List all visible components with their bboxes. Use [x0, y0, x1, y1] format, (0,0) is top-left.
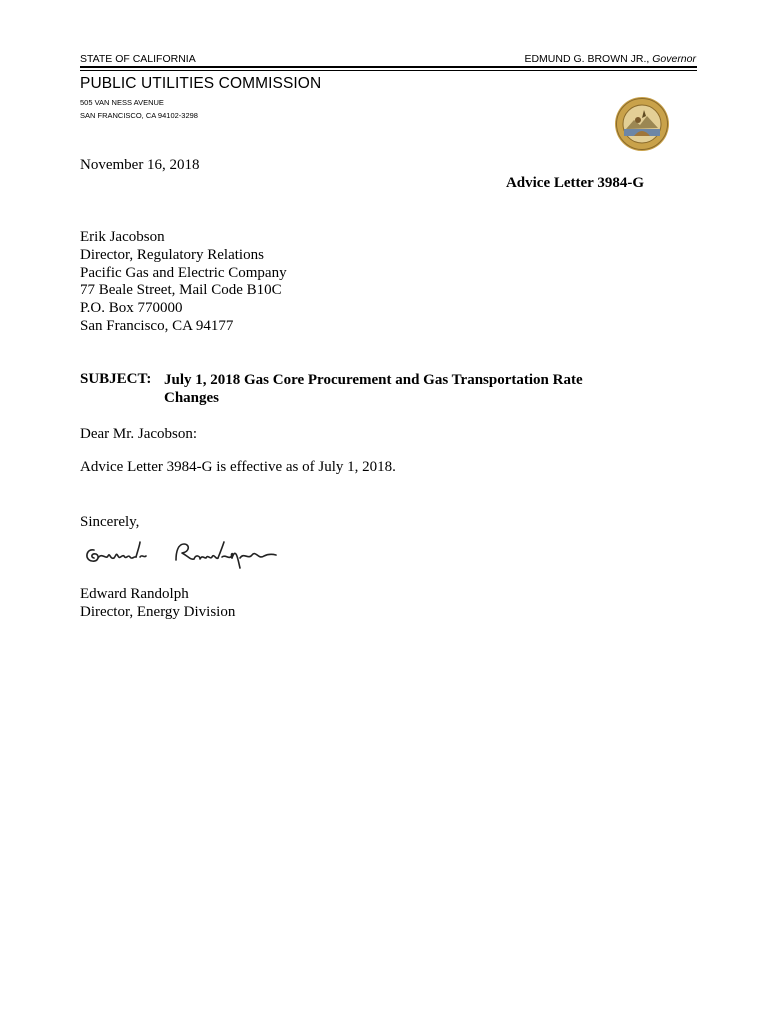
handwritten-signature: [80, 538, 280, 572]
subject-label: SUBJECT:: [80, 371, 152, 387]
addressee-line: San Francisco, CA 94177: [80, 317, 234, 334]
addressee-line: Pacific Gas and Electric Company: [80, 264, 287, 281]
signer-title: Director, Energy Division: [80, 604, 236, 620]
agency-address-line1: 505 VAN NESS AVENUE: [80, 98, 164, 107]
agency-address-line2: SAN FRANCISCO, CA 94102-3298: [80, 111, 198, 120]
salutation: Dear Mr. Jacobson:: [80, 426, 198, 442]
addressee-line: Erik Jacobson: [80, 229, 165, 245]
addressee-line: 77 Beale Street, Mail Code B10C: [80, 282, 282, 299]
letter-body: Advice Letter 3984-G is effective as of July 1, 2018.: [80, 459, 396, 475]
california-state-seal-icon: [614, 96, 670, 152]
header-rule-thin: [80, 70, 697, 71]
subject-text: July 1, 2018 Gas Core Procurement and Gas Transportation Rate Changes: [164, 372, 583, 406]
advice-letter-number: Advice Letter 3984-G: [505, 175, 644, 191]
letter-date: November 16, 2018: [80, 157, 200, 173]
header-rule-thick: [80, 66, 697, 68]
governor-name: EDMUND G. BROWN JR.,: [524, 53, 650, 65]
header-state: STATE OF CALIFORNIA: [80, 53, 196, 65]
agency-name: PUBLIC UTILITIES COMMISSION: [80, 75, 322, 92]
signer-name: Edward Randolph: [80, 586, 189, 602]
addressee-line: Director, Regulatory Relations: [80, 246, 264, 263]
closing: Sincerely,: [80, 514, 140, 530]
addressee-line: P.O. Box 770000: [80, 300, 183, 317]
addressee-block: [80, 229, 287, 336]
signer-block: [80, 585, 235, 621]
governor-title: Governor: [652, 53, 696, 65]
header-governor: [524, 53, 696, 65]
